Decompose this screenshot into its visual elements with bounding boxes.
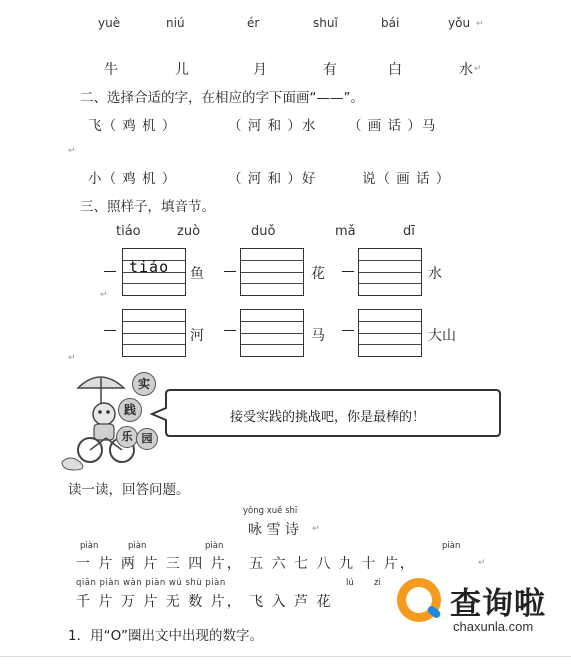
paragraph-mark: ↵ bbox=[474, 64, 482, 74]
section2-line1-c: （ 画 话 ）马 bbox=[348, 118, 437, 134]
poem-title-pinyin: yǒng xuě shī bbox=[243, 506, 298, 516]
paragraph-mark: ↵ bbox=[68, 146, 76, 156]
section3-title: 三、照样子，填音节。 bbox=[80, 199, 215, 215]
poem-line1-pinyin-2: piàn bbox=[128, 541, 147, 551]
page-bottom-rule bbox=[0, 656, 571, 657]
watermark-title: 查询啦 bbox=[450, 586, 546, 622]
watermark-url: chaxunla.com bbox=[453, 619, 534, 634]
char-er: 儿 bbox=[175, 62, 189, 78]
char-you: 有 bbox=[323, 62, 337, 78]
section2-line1-b: （ 河 和 ）水 bbox=[228, 118, 317, 134]
question-1: 1．用“O”圈出文中出现的数字。 bbox=[68, 628, 263, 644]
paragraph-mark: ↵ bbox=[312, 524, 320, 534]
dash bbox=[342, 271, 354, 272]
section2-title: 二、选择合适的字，在相应的字下面画“——”。 bbox=[80, 90, 364, 106]
pinyin-grid-box[interactable] bbox=[240, 248, 304, 296]
pinyin-grid-box[interactable] bbox=[358, 309, 422, 357]
pinyin-grid-box[interactable] bbox=[122, 248, 186, 296]
pinyin-yue: yuè bbox=[98, 16, 121, 30]
dash bbox=[104, 271, 116, 272]
pinyin-you: yǒu bbox=[448, 16, 471, 30]
char-shui2: 水 bbox=[428, 266, 442, 282]
s3-pinyin-duo: duǒ bbox=[251, 224, 276, 239]
char-yu: 鱼 bbox=[190, 266, 204, 282]
section2-line2-c: 说（ 画 话 ） bbox=[362, 171, 451, 187]
poem-line1: 一 片 两 片 三 四 片， 五 六 七 八 九 十 片， bbox=[76, 556, 416, 572]
paragraph-mark: ↵ bbox=[68, 353, 76, 363]
section2-line2-b: （ 河 和 ）好 bbox=[228, 171, 317, 187]
s3-pinyin-zuo: zuò bbox=[177, 224, 201, 239]
pinyin-grid-box[interactable] bbox=[240, 309, 304, 357]
poem-title: 咏 雪 诗 bbox=[248, 522, 299, 538]
poem-line2-pinyin-lu: lú bbox=[346, 578, 354, 588]
s3-pinyin-tiao: tiáo bbox=[116, 224, 141, 239]
pinyin-grid-box[interactable] bbox=[358, 248, 422, 296]
char-dashan: 大山 bbox=[428, 328, 456, 344]
badge-jian: 践 bbox=[118, 398, 142, 422]
s3-pinyin-ma: mǎ bbox=[335, 224, 356, 239]
char-niu: 牛 bbox=[104, 62, 118, 78]
dash bbox=[342, 330, 354, 331]
pinyin-grid-box[interactable] bbox=[122, 309, 186, 357]
poem-line2-pinyin-zi: zi bbox=[374, 578, 381, 588]
badge-yuan: 园 bbox=[136, 428, 158, 450]
section2-line2-a: 小（ 鸡 机 ） bbox=[88, 171, 177, 187]
dash bbox=[224, 330, 236, 331]
poem-line2: 千 片 万 片 无 数 片， 飞 入 芦 花 bbox=[76, 594, 333, 610]
pinyin-shui: shuǐ bbox=[313, 16, 338, 30]
poem-line1-pinyin-1: piàn bbox=[80, 541, 99, 551]
paragraph-mark: ↵ bbox=[478, 558, 486, 568]
pinyin-er: ér bbox=[247, 16, 260, 30]
dash bbox=[224, 271, 236, 272]
badge-shi: 实 bbox=[132, 372, 156, 396]
s3-pinyin-di: dī bbox=[403, 224, 415, 239]
char-hua: 花 bbox=[311, 266, 325, 282]
char-bai: 白 bbox=[388, 62, 402, 78]
pinyin-niu: niú bbox=[166, 16, 185, 30]
char-yue: 月 bbox=[253, 62, 267, 78]
poem-line1-pinyin-4: piàn bbox=[442, 541, 461, 551]
sample-answer: tiáo bbox=[129, 258, 170, 276]
chaxunla-logo-icon bbox=[397, 578, 441, 622]
paragraph-mark: ↵ bbox=[476, 19, 484, 29]
speech-bubble-text: 接受实践的挑战吧，你是最棒的！ bbox=[230, 410, 426, 425]
section2-line1-a: 飞（ 鸡 机 ） bbox=[88, 118, 177, 134]
char-ma: 马 bbox=[311, 328, 325, 344]
badge-le: 乐 bbox=[116, 426, 138, 448]
pinyin-bai: bái bbox=[381, 16, 400, 30]
poem-line2-pinyin: qiān piàn wàn piàn wú shù piàn bbox=[76, 578, 226, 588]
char-shui: 水 bbox=[459, 62, 473, 78]
poem-line1-pinyin-3: piàn bbox=[205, 541, 224, 551]
dash bbox=[104, 330, 116, 331]
speech-bubble bbox=[148, 386, 504, 442]
read-prompt: 读一读，回答问题。 bbox=[68, 482, 190, 498]
paragraph-mark: ↵ bbox=[100, 290, 108, 300]
char-he: 河 bbox=[190, 328, 204, 344]
